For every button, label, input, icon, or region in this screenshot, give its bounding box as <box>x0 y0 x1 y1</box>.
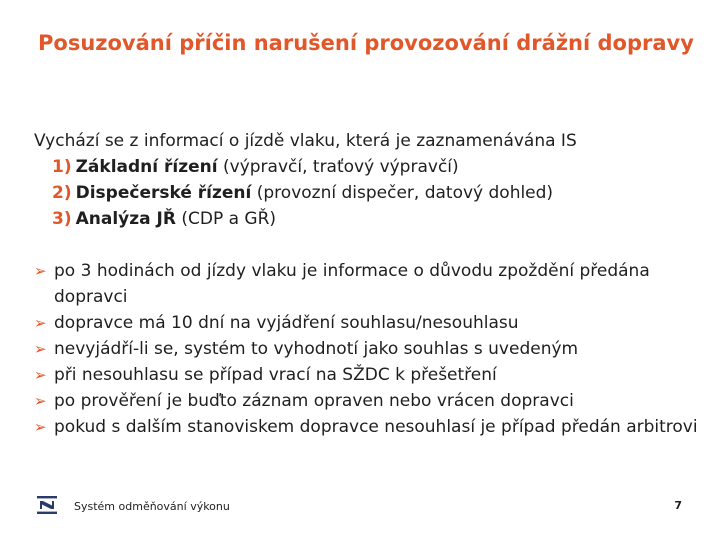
arrow-right-icon: ➢ <box>34 392 47 410</box>
bullet-list <box>34 258 704 440</box>
bullet-text: pokud s dalším stanoviskem dopravce nesouhlasí je případ předán arbitrovi <box>54 417 698 437</box>
slide-title: Posuzování příčin narušení provozování drážní dopravy <box>38 31 694 55</box>
item-bold: Analýza JŘ <box>75 209 176 229</box>
numbered-item <box>52 180 704 206</box>
szdc-logo-icon <box>36 494 58 516</box>
item-number: 1) <box>52 157 72 177</box>
page-number: 7 <box>674 499 682 512</box>
bullet-text: po prověření je buďto záznam opraven nebo vrácen dopravci <box>54 391 574 411</box>
footer-text: Systém odměňování výkonu <box>74 500 230 513</box>
arrow-right-icon: ➢ <box>34 262 47 280</box>
item-number: 2) <box>52 183 72 203</box>
bullet-item <box>34 388 704 414</box>
numbered-item <box>52 154 704 180</box>
bullet-item <box>34 362 704 388</box>
bullet-text: dopravce má 10 dní na vyjádření souhlasu/nesouhlasu <box>54 313 519 333</box>
arrow-right-icon: ➢ <box>34 340 47 358</box>
item-rest: (provozní dispečer, datový dohled) <box>251 183 554 203</box>
intro-block <box>34 128 704 232</box>
bullet-item <box>34 258 704 310</box>
bullet-text: při nesouhlasu se případ vrací na SŽDC k přešetření <box>54 365 497 385</box>
numbered-item <box>52 206 704 232</box>
item-bold: Základní řízení <box>75 157 218 177</box>
bullet-item <box>34 414 704 440</box>
arrow-right-icon: ➢ <box>34 418 47 436</box>
bullet-item <box>34 336 704 362</box>
arrow-right-icon: ➢ <box>34 314 47 332</box>
item-number: 3) <box>52 209 72 229</box>
bullet-text: nevyjádří-li se, systém to vyhodnotí jako souhlas s uvedeným <box>54 339 579 359</box>
item-rest: (CDP a GŘ) <box>175 209 277 229</box>
intro-text: Vychází se z informací o jízdě vlaku, která je zaznamenávána IS <box>34 131 577 151</box>
bullet-item <box>34 310 704 336</box>
bullet-text: po 3 hodinách od jízdy vlaku je informace o důvodu zpoždění předána dopravci <box>54 261 650 307</box>
item-bold: Dispečerské řízení <box>75 183 252 203</box>
item-rest: (výpravčí, traťový výpravčí) <box>217 157 459 177</box>
arrow-right-icon: ➢ <box>34 366 47 384</box>
numbered-list <box>34 154 704 232</box>
